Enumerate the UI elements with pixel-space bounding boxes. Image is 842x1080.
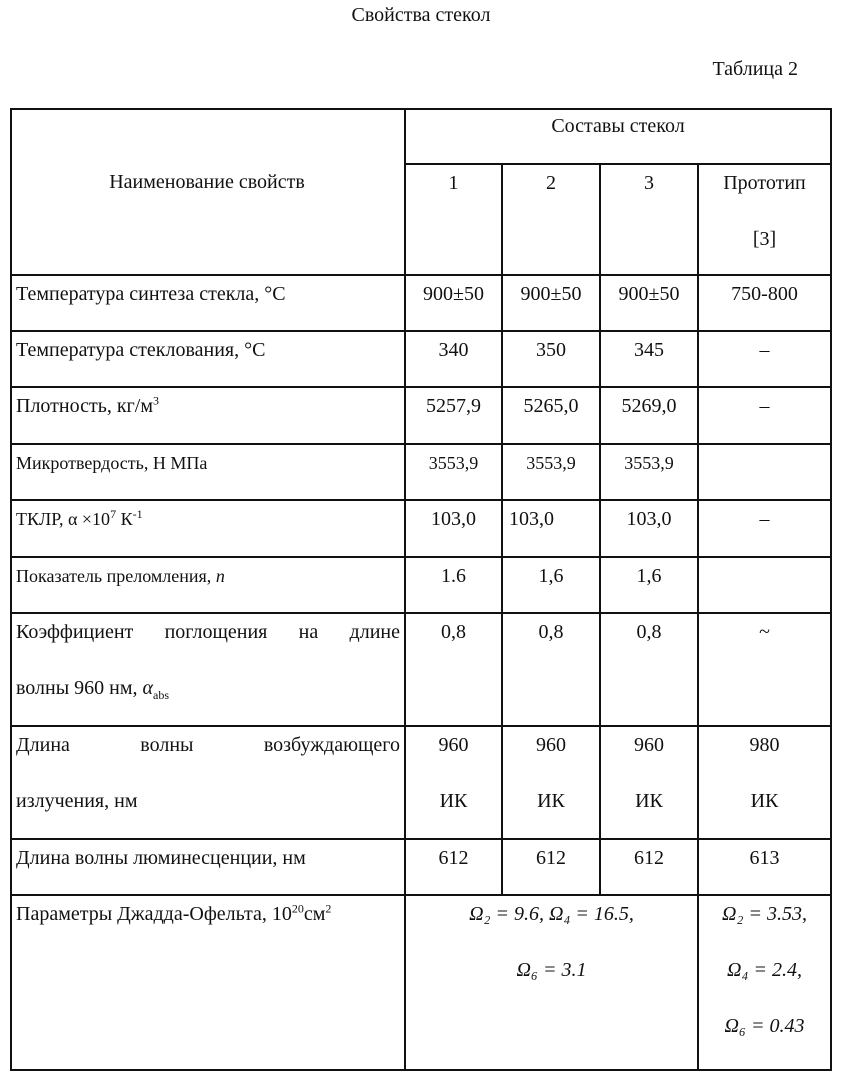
row-judd-ofelt-label-sup: 20	[291, 901, 304, 916]
row-synthesis-temp-v3: 900±50	[601, 276, 699, 332]
row-refractive-proto	[699, 558, 832, 614]
row-synthesis-temp-label: Температура синтеза стекла, °С	[10, 276, 406, 332]
row-judd-ofelt-compositions-line2: Ω₆ = 3.1	[516, 959, 587, 981]
row-judd-ofelt-proto-line1: Ω₂ = 3.53,	[722, 903, 807, 925]
header-prototype	[699, 165, 832, 276]
page-title: Свойства стекол	[351, 4, 491, 26]
row-excitation-v3	[601, 727, 699, 840]
row-excitation-label-line1: Длина волны возбуждающего	[16, 734, 400, 756]
row-absorption-label-sub: abs	[153, 688, 170, 702]
row-tklr-v1: 103,0	[406, 501, 503, 558]
row-excitation-label-line2: излучения, нм	[16, 790, 138, 812]
row-density-label-text: Плотность, кг/м	[16, 395, 153, 417]
row-absorption-proto: ~	[699, 614, 832, 727]
row-glass-transition-label: Температура стеклования, °С	[10, 332, 406, 388]
row-excitation-v2-band: ИК	[537, 790, 565, 812]
row-microhardness-v2: 3553,9	[503, 445, 601, 501]
row-glass-transition-v3: 345	[601, 332, 699, 388]
row-tklr-label-mid: К	[116, 509, 133, 529]
row-tklr-v2: 103,0	[503, 501, 601, 558]
header-col-3: 3	[601, 165, 699, 276]
row-judd-ofelt-compositions-line1: Ω₂ = 9.6, Ω₄ = 16.5,	[469, 903, 634, 925]
row-density-v1: 5257,9	[406, 388, 503, 445]
row-absorption-v1: 0,8	[406, 614, 503, 727]
row-excitation-proto-band: ИК	[750, 790, 779, 812]
row-absorption-label-alpha: α	[142, 677, 154, 699]
row-excitation-v1-band: ИК	[439, 790, 468, 812]
row-tklr-label-sup1: 7	[110, 507, 117, 521]
row-judd-ofelt-label-sup2: 2	[325, 901, 332, 916]
row-refractive-label-text: Показатель преломления,	[16, 566, 216, 586]
row-tklr-label	[10, 501, 406, 558]
row-refractive-v1: 1.6	[406, 558, 503, 614]
row-judd-ofelt-proto	[699, 896, 832, 1071]
row-absorption-label-line2	[16, 674, 400, 702]
row-refractive-v2: 1,6	[503, 558, 601, 614]
row-luminescence-v2: 612	[503, 840, 601, 896]
row-absorption-label-line2-text: волны 960 нм,	[16, 677, 143, 699]
row-absorption-v2: 0,8	[503, 614, 601, 727]
row-refractive-v3: 1,6	[601, 558, 699, 614]
row-excitation-v1-value: 960	[438, 734, 469, 756]
row-luminescence-proto: 613	[699, 840, 832, 896]
row-luminescence-v1: 612	[406, 840, 503, 896]
row-excitation-v1	[406, 727, 503, 840]
row-absorption-label-line1: Коэффициент поглощения на длине	[16, 621, 400, 643]
header-property-col: Наименование свойств	[10, 108, 406, 276]
properties-table	[10, 108, 832, 1071]
row-judd-ofelt-proto-line2: Ω₄ = 2.4,	[727, 959, 802, 981]
row-judd-ofelt-proto-line3: Ω₆ = 0.43	[724, 1015, 805, 1037]
row-tklr-label-text: ТКЛР, α ×10	[16, 509, 111, 529]
row-synthesis-temp-v1: 900±50	[406, 276, 503, 332]
table-number: Таблица 2	[712, 58, 798, 80]
row-synthesis-temp-proto: 750-800	[699, 276, 832, 332]
row-density-label-sup: 3	[152, 393, 159, 408]
header-compositions-group: Составы стекол	[406, 108, 832, 165]
row-tklr-label-sup2: -1	[132, 507, 143, 521]
row-density-proto: –	[699, 388, 832, 445]
row-microhardness-v3: 3553,9	[601, 445, 699, 501]
row-judd-ofelt-compositions	[406, 896, 699, 1071]
row-density-v3: 5269,0	[601, 388, 699, 445]
row-tklr-proto: –	[699, 501, 832, 558]
row-absorption-label	[10, 614, 406, 727]
row-judd-ofelt-label-tail: см	[303, 903, 326, 925]
row-synthesis-temp-v2: 900±50	[503, 276, 601, 332]
row-refractive-label-italic: n	[215, 566, 225, 586]
row-microhardness-label: Микротвердость, Н МПа	[10, 445, 406, 501]
header-col-1: 1	[406, 165, 503, 276]
row-microhardness-proto	[699, 445, 832, 501]
row-judd-ofelt-label-text: Параметры Джадда-Офельта, 10	[16, 903, 292, 925]
row-refractive-label	[10, 558, 406, 614]
row-excitation-v2	[503, 727, 601, 840]
row-density-v2: 5265,0	[503, 388, 601, 445]
row-excitation-proto-value: 980	[749, 734, 780, 756]
row-luminescence-label: Длина волны люминесценции, нм	[10, 840, 406, 896]
row-excitation-v3-band: ИК	[635, 790, 663, 812]
row-tklr-v3: 103,0	[601, 501, 699, 558]
row-judd-ofelt-label	[10, 896, 406, 1071]
row-excitation-proto	[699, 727, 832, 840]
header-col-2: 2	[503, 165, 601, 276]
row-density-label	[10, 388, 406, 445]
row-glass-transition-proto: –	[699, 332, 832, 388]
header-prototype-line2: [3]	[752, 228, 777, 250]
row-absorption-v3: 0,8	[601, 614, 699, 727]
row-excitation-v3-value: 960	[634, 734, 664, 756]
row-luminescence-v3: 612	[601, 840, 699, 896]
row-glass-transition-v2: 350	[503, 332, 601, 388]
row-excitation-v2-value: 960	[536, 734, 566, 756]
row-glass-transition-v1: 340	[406, 332, 503, 388]
row-excitation-label	[10, 727, 406, 840]
row-microhardness-v1: 3553,9	[406, 445, 503, 501]
header-prototype-line1: Прототип	[723, 172, 806, 194]
